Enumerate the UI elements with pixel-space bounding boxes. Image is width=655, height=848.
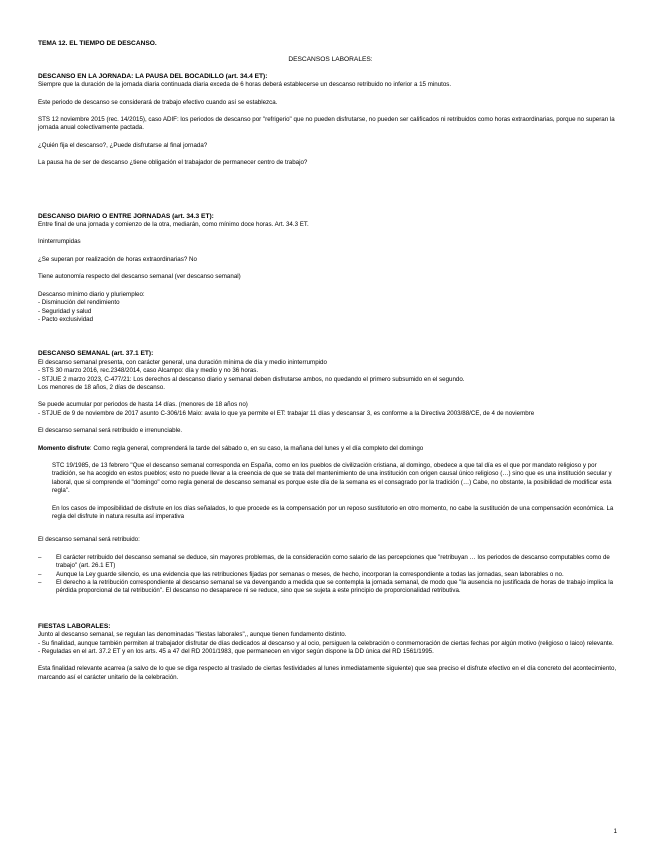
bullet-symbol: –: [38, 579, 42, 587]
list-item: [38, 579, 623, 596]
text-line: Se puede acumular por periodos de hasta 14 días. (menores de 18 años no): [38, 401, 248, 409]
text-line: Junto al descanso semanal, se regulan las denominadas "fiestas laborales",, aunque tienen fundamento distinto.: [38, 631, 347, 639]
text-line: El descanso semanal presenta, con carácter general, una duración mínima de día y medio ininterrumpido: [38, 358, 327, 366]
document-body: [38, 40, 623, 691]
list-item-text: El derecho a la retribución correspondiente al descanso semanal se va devengando a medida que se contempla la jornada semanal, de modo que "la ausencia no justificada de horas de trabajo implica la pérdida proporcional de tal retribución". El descanso no desaparece ni se reduce, sino que se sujeta a este principio de proporcionalidad retributiva.: [56, 579, 614, 595]
section-heading-pausa-bocadillo: DESCANSO EN LA JORNADA: LA PAUSA DEL BOCADILLO (art. 34.4 ET):: [38, 72, 268, 80]
text-line: - Su finalidad, aunque también permiten al trabajador disfrutar de días dedicados al descanso y al ocio, persiguen la celebración o conmemoración de ciertas fechas por algún motivo (religioso o laico) relevante.: [38, 639, 614, 647]
paragraph: Entre final de una jornada y comienzo de la otra, mediarán, como mínimo doce horas. Art. 34.3 ET.: [38, 221, 309, 229]
paragraph: El descanso semanal será retribuido e irrenunciable.: [38, 427, 183, 435]
paragraph-momento-disfrute: [38, 445, 623, 453]
paragraph: ¿Se superan por realización de horas extraordinarias? No: [38, 255, 197, 263]
text-line: - STJUE de 9 de noviembre de 2017 asunto C-306/16 Maio: avala lo que ya permite el ET: trabajar 11 días y descansar 3, es conforme a la Directiva 2003/88/CE, de 4 de noviembre: [38, 409, 535, 417]
list-item: - Pacto exclusividad: [38, 315, 94, 323]
bullet-symbol: –: [38, 570, 42, 578]
page-number: 1: [613, 827, 617, 835]
list-item-text: Aunque la Ley guarde silencio, es una evidencia que las retribuciones fijadas por semanas o meses, de hecho, incorporan la correspondiente a todas las jornadas, sean laborables o no.: [56, 570, 564, 578]
document-title: TEMA 12. EL TIEMPO DE DESCANSO.: [38, 40, 157, 47]
spacer: [38, 605, 623, 623]
paragraph: Siempre que la duración de la jornada diaria continuada diaria exceda de 6 horas deberá establecerse un descanso retribuido no inferior a 15 minutos.: [38, 81, 452, 89]
paragraph: Esta finalidad relevante acarrea (a salvo de lo que se diga respecto al traslado de ciertas festividades al lunes inmediatamente siguiente) que sea preciso el disfrute efectivo en el día concreto del acontecimiento, marcando así el carácter unitario de la celebración.: [38, 665, 617, 681]
list-item-text: El carácter retribuido del descanso semanal se deduce, sin mayores problemas, de la consideración como salario de las percepciones que "retribuyan … los periodos de descanso computables como de trabajo" (art. 26.1 ET): [56, 553, 610, 570]
section-heading-descanso-diario: DESCANSO DIARIO O ENTRE JORNADAS (art. 34.3 ET):: [38, 212, 214, 220]
list-item: [38, 571, 623, 579]
paragraph: La pausa ha de ser de descanso ¿tiene obligación el trabajador de permanecer centro de trabajo?: [38, 159, 308, 167]
text-line: - Reguladas en el art. 37.2 ET y en los arts. 45 a 47 del RD 2001/1983, que permanecen en vigor según dispone la DD única del RD 1561/1995.: [38, 648, 434, 656]
list-item: - Seguridad y salud: [38, 307, 92, 315]
spacer: [38, 177, 623, 213]
text-line: Los menores de 18 años, 2 días de descanso.: [38, 383, 165, 391]
quote-stc: STC 19/1985, de 13 febrero "Que el descanso semanal corresponda en España, como en los pueblos de civilización cristiana, al domingo, obedece a que tal día es el que por mandato religioso y por tradición, se ha acogido en estos pueblos; esto no puede llevar a la creencia de que se trata del mantenimiento de una institución con origen causal único religioso (…) sino que es una institución secular y laboral, que si comprende el "domingo" como regla general de descanso semanal es porque este día de la semana es el consagrado por la tradición (…) Cabe, no obstante, la posibilidad de modificar esta regla".: [52, 461, 612, 495]
paragraph: ¿Quién fija el descanso?, ¿Puede disfrutarse al final jornada?: [38, 141, 208, 149]
list-item: - Disminución del rendimiento: [38, 299, 120, 307]
quote-in-natura: En los casos de imposibilidad de disfrute en los días señalados, lo que procede es la compensación por un reposo sustitutorio en otro momento, no cabe la sustitución de una compensación económica. La regla del disfrute in natura resulta así imperativa: [52, 504, 614, 520]
section-heading-fiestas-laborales: FIESTAS LABORALES:: [38, 622, 111, 630]
paragraph: Tiene autonomía respecto del descanso semanal (ver descanso semanal): [38, 273, 241, 281]
momento-label: Momento disfrute: [38, 444, 90, 452]
bullet-list: [38, 554, 623, 596]
bullet-symbol: –: [38, 553, 42, 561]
momento-text: : Como regla general, comprenderá la tarde del sábado o, en su caso, la mañana del lunes y el día completo del domingo: [89, 444, 424, 452]
paragraph: STS 12 noviembre 2015 (rec. 14/2015), caso ADIF: los periodos de descanso por "refrigerio" que no pueden disfrutarse, no pueden ser calificados ni retribuidos como horas extraordinarias, porque no superan la jornada anual colectivamente pactada.: [38, 116, 615, 132]
paragraph: Este periodo de descanso se considerará de trabajo efectivo cuando así se establezca.: [38, 98, 278, 106]
document-subtitle: DESCANSOS LABORALES:: [288, 56, 373, 64]
list-item: [38, 554, 623, 571]
section-heading-descanso-semanal: DESCANSO SEMANAL (art. 37.1 ET):: [38, 350, 154, 358]
paragraph: Ininterrumpidas: [38, 238, 81, 246]
spacer: [38, 324, 623, 350]
text-line: - STS 30 marzo 2016, rec.2348/2014, caso Alcampo: día y medio y no 36 horas.: [38, 367, 259, 375]
paragraph: Descanso mínimo diario y pluriempleo:: [38, 290, 145, 298]
paragraph: El descanso semanal será retribuido:: [38, 536, 140, 544]
text-line: - STJUE 2 marzo 2023, C-477/21: Los derechos al descanso diario y semanal deben disfrutarse ambos, no quedando el primero subsumido en el segundo.: [38, 375, 465, 383]
